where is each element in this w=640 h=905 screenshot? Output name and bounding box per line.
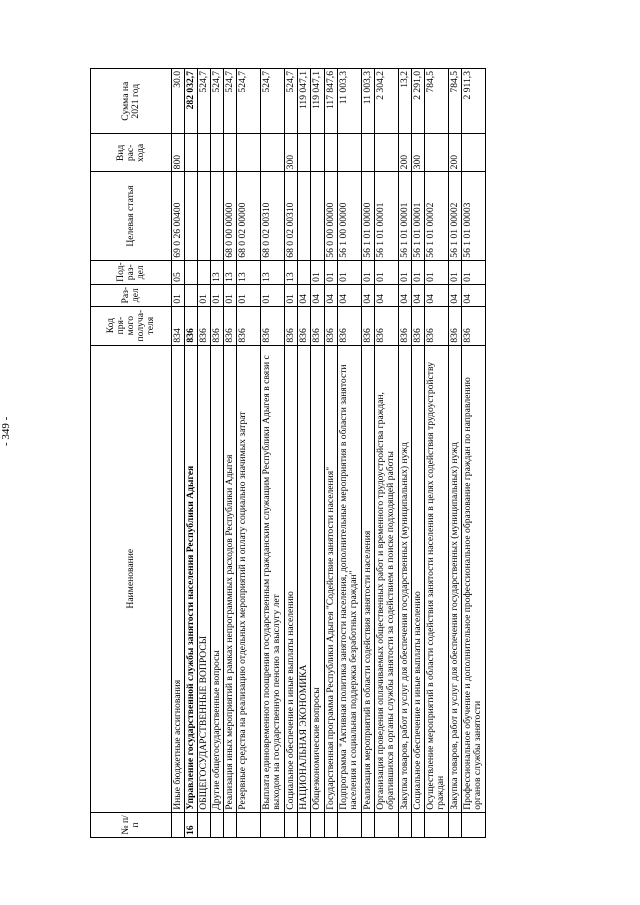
cell-podrazdel: 05 xyxy=(172,260,185,284)
cell-sum: 524,7 xyxy=(211,69,224,134)
cell-vid xyxy=(461,134,485,172)
cell-name: Реализация иных мероприятий в рамках непрограммных расходов Республики Адыгея xyxy=(224,345,237,812)
cell-target xyxy=(198,172,211,260)
cell-name: Резервные средства на реализацию отдельных мероприятий и оплату социально значимых затрат xyxy=(237,345,261,812)
cell-name: Выплата единовременного поощрения государственным гражданским служащим Республики Адыгея в связи с выходом на государственную пенсию за выслугу лет xyxy=(261,345,285,812)
cell-vid xyxy=(324,134,337,172)
cell-vid xyxy=(261,134,285,172)
cell-name: Социальное обеспечение и иные выплаты населению xyxy=(411,345,424,812)
cell-num xyxy=(324,812,337,837)
cell-name: Управление государственной службы занятости населения Республики Адыгея xyxy=(185,345,198,812)
cell-num xyxy=(361,812,374,837)
cell-sum: 2 911,3 xyxy=(461,69,485,134)
cell-num xyxy=(198,812,211,837)
cell-num xyxy=(448,812,461,837)
col-header-podrazdel: Под-раз-дел xyxy=(91,260,172,284)
cell-target xyxy=(185,172,198,260)
cell-podrazdel xyxy=(198,260,211,284)
page-number: - 349 - xyxy=(0,416,12,446)
cell-code: 836 xyxy=(285,306,298,345)
cell-podrazdel: 13 xyxy=(224,260,237,284)
cell-vid xyxy=(298,134,311,172)
cell-razdel: 01 xyxy=(172,284,185,306)
cell-name: Закупка товаров, работ и услуг для обеспечения государственных (муниципальных) нужд xyxy=(398,345,411,812)
table-row xyxy=(224,69,237,838)
cell-sum: 2 291,0 xyxy=(411,69,424,134)
table-row xyxy=(211,69,224,838)
cell-target: 69 0 26 00400 xyxy=(172,172,185,260)
cell-code: 836 xyxy=(374,306,398,345)
cell-code: 836 xyxy=(461,306,485,345)
cell-razdel: 04 xyxy=(448,284,461,306)
table-row xyxy=(185,69,198,838)
cell-vid xyxy=(311,134,324,172)
cell-vid: 200 xyxy=(448,134,461,172)
col-header-code: Код пря-мого получа-теля xyxy=(91,306,172,345)
col-header-name: Наименование xyxy=(91,345,172,812)
cell-code: 836 xyxy=(324,306,337,345)
cell-code: 836 xyxy=(337,306,361,345)
cell-vid xyxy=(224,134,237,172)
table-row xyxy=(461,69,485,838)
cell-vid xyxy=(337,134,361,172)
cell-razdel: 04 xyxy=(311,284,324,306)
cell-code: 836 xyxy=(185,306,198,345)
cell-code: 836 xyxy=(398,306,411,345)
cell-vid xyxy=(185,134,198,172)
cell-podrazdel xyxy=(185,260,198,284)
cell-target: 56 1 01 00001 xyxy=(398,172,411,260)
cell-podrazdel: 01 xyxy=(311,260,324,284)
cell-podrazdel: 01 xyxy=(337,260,361,284)
cell-razdel: 01 xyxy=(261,284,285,306)
table-row xyxy=(411,69,424,838)
cell-podrazdel: 01 xyxy=(461,260,485,284)
cell-podrazdel: 01 xyxy=(424,260,448,284)
cell-code: 836 xyxy=(424,306,448,345)
table-row xyxy=(361,69,374,838)
cell-name: Общеэкономические вопросы xyxy=(311,345,324,812)
cell-num xyxy=(298,812,311,837)
cell-vid xyxy=(198,134,211,172)
cell-razdel: 01 xyxy=(285,284,298,306)
table-row xyxy=(398,69,411,838)
table-row xyxy=(198,69,211,838)
budget-table xyxy=(90,68,486,838)
cell-code: 834 xyxy=(172,306,185,345)
cell-target: 56 1 00 00000 xyxy=(337,172,361,260)
cell-sum: 784,5 xyxy=(448,69,461,134)
cell-num xyxy=(398,812,411,837)
cell-vid xyxy=(361,134,374,172)
cell-podrazdel: 13 xyxy=(285,260,298,284)
cell-target xyxy=(311,172,324,260)
cell-code: 836 xyxy=(311,306,324,345)
cell-vid: 200 xyxy=(398,134,411,172)
cell-sum: 11 003,3 xyxy=(337,69,361,134)
table-row xyxy=(311,69,324,838)
cell-razdel: 04 xyxy=(424,284,448,306)
cell-podrazdel: 01 xyxy=(411,260,424,284)
col-header-vid: Вид рас-хода xyxy=(91,134,172,172)
cell-sum: 524,7 xyxy=(224,69,237,134)
cell-podrazdel: 01 xyxy=(324,260,337,284)
cell-num xyxy=(285,812,298,837)
cell-name: Организация проведения оплачиваемых общественных работ и временного трудоустройства граждан, обратившихся в органы службы занятости за содействием в поиске подходящей работы xyxy=(374,345,398,812)
cell-vid xyxy=(374,134,398,172)
header-row xyxy=(91,69,172,838)
col-header-razdel: Раз-дел xyxy=(91,284,172,306)
cell-razdel: 04 xyxy=(361,284,374,306)
table-row xyxy=(424,69,448,838)
cell-sum: 11 003,3 xyxy=(361,69,374,134)
cell-num xyxy=(424,812,448,837)
cell-sum: 524,7 xyxy=(198,69,211,134)
cell-vid: 300 xyxy=(411,134,424,172)
cell-num xyxy=(461,812,485,837)
cell-name: Реализация мероприятий в области содействия занятости населения xyxy=(361,345,374,812)
cell-sum: 524,7 xyxy=(237,69,261,134)
col-header-sum: Сумма на 2021 год xyxy=(91,69,172,134)
cell-name: Осуществление мероприятий в области содействия занятости населения в целях содействия трудоустройству граждан xyxy=(424,345,448,812)
table-row xyxy=(374,69,398,838)
cell-razdel: 01 xyxy=(237,284,261,306)
cell-name: Социальное обеспечение и иные выплаты населению xyxy=(285,345,298,812)
cell-num xyxy=(311,812,324,837)
cell-num xyxy=(337,812,361,837)
cell-sum: 13,2 xyxy=(398,69,411,134)
cell-sum: 119 047,1 xyxy=(311,69,324,134)
cell-num xyxy=(261,812,285,837)
cell-vid xyxy=(211,134,224,172)
table-row xyxy=(324,69,337,838)
cell-vid: 800 xyxy=(172,134,185,172)
cell-razdel xyxy=(185,284,198,306)
cell-target: 68 0 02 00310 xyxy=(261,172,285,260)
cell-target: 56 0 00 00000 xyxy=(324,172,337,260)
col-header-num: № п/п xyxy=(91,812,172,837)
table-row xyxy=(285,69,298,838)
cell-razdel: 04 xyxy=(411,284,424,306)
cell-sum: 117 847,6 xyxy=(324,69,337,134)
cell-num xyxy=(411,812,424,837)
cell-podrazdel: 01 xyxy=(448,260,461,284)
cell-target: 68 0 02 00000 xyxy=(237,172,261,260)
cell-razdel: 04 xyxy=(298,284,311,306)
cell-podrazdel: 01 xyxy=(361,260,374,284)
cell-podrazdel: 13 xyxy=(211,260,224,284)
cell-podrazdel xyxy=(298,260,311,284)
cell-razdel: 04 xyxy=(461,284,485,306)
cell-sum: 524,7 xyxy=(285,69,298,134)
col-header-target: Целевая статья xyxy=(91,172,172,260)
cell-target: 56 1 01 00001 xyxy=(374,172,398,260)
cell-name: ОБЩЕГОСУДАРСТВЕННЫЕ ВОПРОСЫ xyxy=(198,345,211,812)
cell-target: 56 1 01 00003 xyxy=(461,172,485,260)
cell-razdel: 01 xyxy=(198,284,211,306)
cell-sum: 524,7 xyxy=(261,69,285,134)
cell-name: Подпрограмма "Активная политика занятости населения, дополнительные мероприятия в области занятости населения и социальная поддержка безработных граждан" xyxy=(337,345,361,812)
cell-num xyxy=(224,812,237,837)
cell-code: 836 xyxy=(237,306,261,345)
cell-target xyxy=(211,172,224,260)
cell-podrazdel: 13 xyxy=(261,260,285,284)
cell-razdel: 04 xyxy=(398,284,411,306)
table-row xyxy=(298,69,311,838)
cell-code: 836 xyxy=(261,306,285,345)
cell-num xyxy=(172,812,185,837)
table-body xyxy=(172,69,486,838)
table-row xyxy=(261,69,285,838)
cell-sum: 784,5 xyxy=(424,69,448,134)
cell-code: 836 xyxy=(298,306,311,345)
cell-sum: 282 032,7 xyxy=(185,69,198,134)
table-row xyxy=(448,69,461,838)
table-row xyxy=(337,69,361,838)
cell-razdel: 01 xyxy=(211,284,224,306)
cell-num: 16 xyxy=(185,812,198,837)
cell-target xyxy=(298,172,311,260)
cell-code: 836 xyxy=(448,306,461,345)
cell-razdel: 04 xyxy=(337,284,361,306)
cell-razdel: 01 xyxy=(224,284,237,306)
cell-target: 56 1 01 00002 xyxy=(448,172,461,260)
cell-name: Государственная программа Республики Адыгея "Содействие занятости населения" xyxy=(324,345,337,812)
cell-target: 68 0 02 00310 xyxy=(285,172,298,260)
cell-razdel: 04 xyxy=(324,284,337,306)
cell-code: 836 xyxy=(198,306,211,345)
cell-target: 56 1 01 00002 xyxy=(424,172,448,260)
cell-target: 68 0 00 00000 xyxy=(224,172,237,260)
cell-name: Другие общегосударственные вопросы xyxy=(211,345,224,812)
cell-vid xyxy=(424,134,448,172)
cell-num xyxy=(211,812,224,837)
cell-target: 56 1 01 00000 xyxy=(361,172,374,260)
cell-sum: 30.0 xyxy=(172,69,185,134)
cell-target: 56 1 01 00001 xyxy=(411,172,424,260)
cell-code: 836 xyxy=(211,306,224,345)
cell-code: 836 xyxy=(224,306,237,345)
cell-podrazdel: 01 xyxy=(374,260,398,284)
table-row xyxy=(172,69,185,838)
cell-podrazdel: 01 xyxy=(398,260,411,284)
cell-name: Иные бюджетные ассигнования xyxy=(172,345,185,812)
cell-vid: 300 xyxy=(285,134,298,172)
cell-name: НАЦИОНАЛЬНАЯ ЭКОНОМИКА xyxy=(298,345,311,812)
cell-sum: 119 047,1 xyxy=(298,69,311,134)
cell-razdel: 04 xyxy=(374,284,398,306)
cell-vid xyxy=(237,134,261,172)
cell-code: 836 xyxy=(411,306,424,345)
table-row xyxy=(237,69,261,838)
cell-sum: 2 304,2 xyxy=(374,69,398,134)
cell-name: Закупка товаров, работ и услуг для обеспечения государственных (муниципальных) нужд xyxy=(448,345,461,812)
cell-code: 836 xyxy=(361,306,374,345)
cell-num xyxy=(237,812,261,837)
rotated-table-container xyxy=(90,68,640,838)
cell-name: Профессиональное обучение и дополнительное профессиональное образование граждан по направлению органов службы занятости xyxy=(461,345,485,812)
cell-podrazdel: 13 xyxy=(237,260,261,284)
cell-num xyxy=(374,812,398,837)
